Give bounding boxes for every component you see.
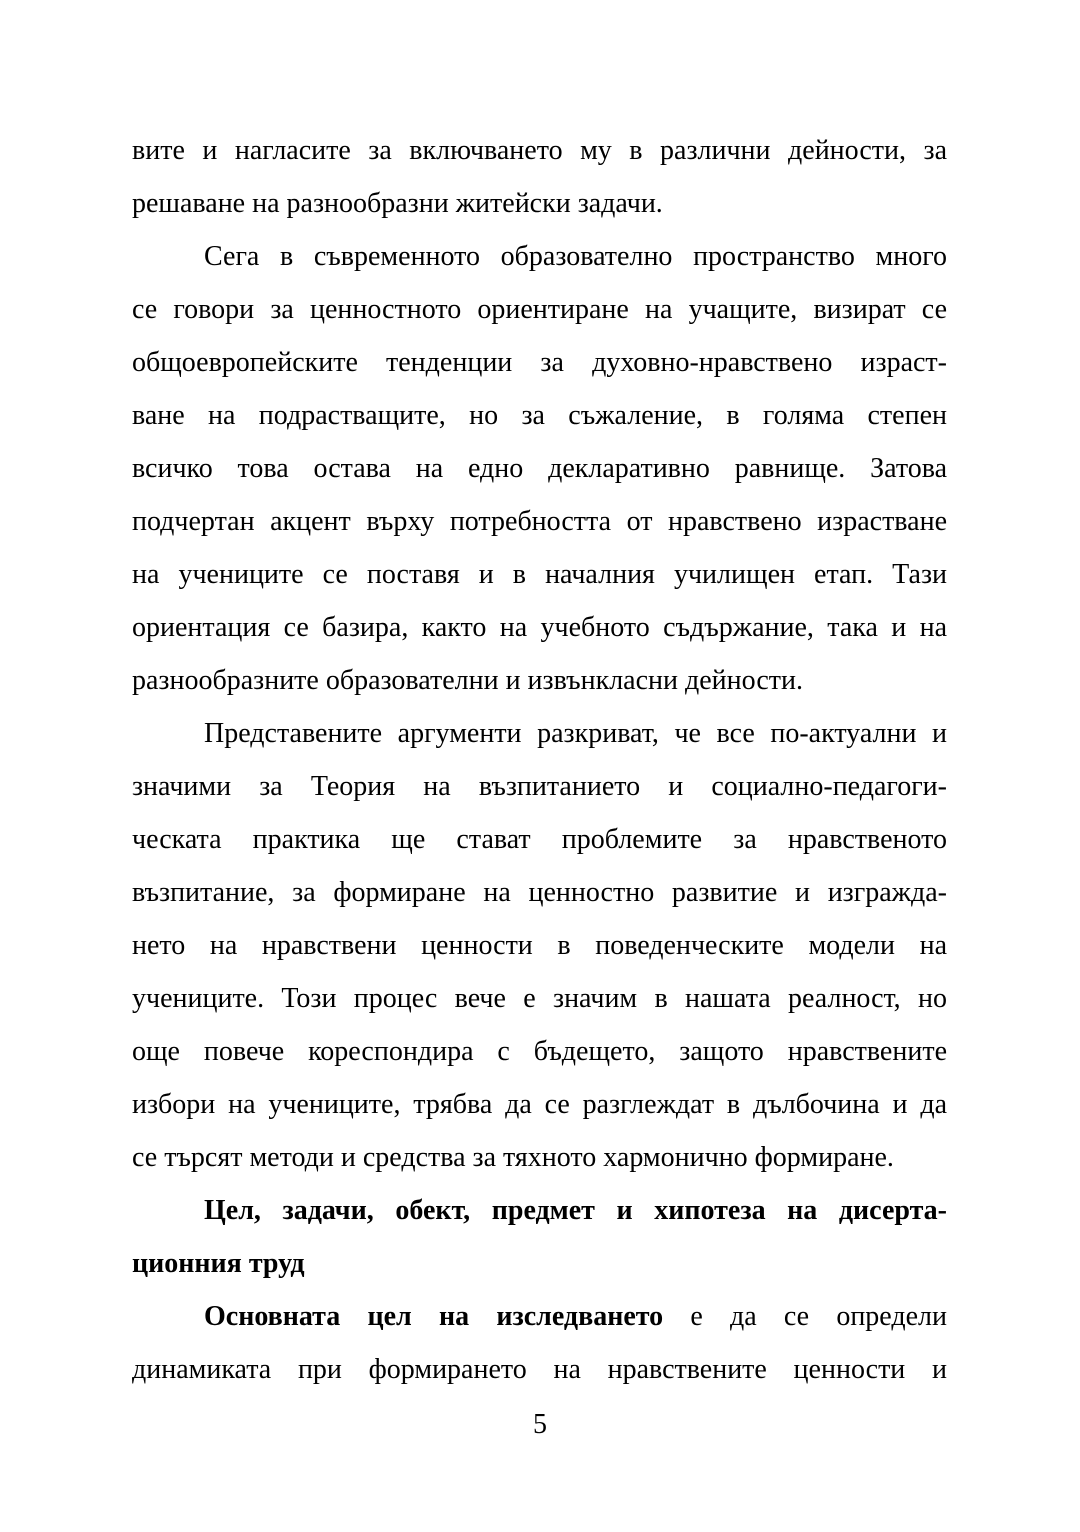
text-line: значими за Теория на възпитанието и социално-педагоги- <box>132 771 947 802</box>
text-line: се търсят методи и средства за тяхното хармонично формиране. <box>132 1142 894 1173</box>
text-line: Представените аргументи разкриват, че все по-актуални и <box>204 718 947 749</box>
text-line: вите и нагласите за включването му в различни дейности, за <box>132 135 947 166</box>
text-line: общоевропейските тенденции за духовно-нравствено израст- <box>132 347 947 378</box>
text-line: на учениците се поставя и в началния училищен етап. Тази <box>132 559 947 590</box>
text-line: още повече кореспондира с бъдещето, защото нравствените <box>132 1036 947 1067</box>
document-page <box>132 124 947 1396</box>
text-line: разнообразните образователни и извънкласни дейности. <box>132 665 803 696</box>
text-line: динамиката при формирането на нравствените ценности и <box>132 1354 947 1385</box>
text-line: ческата практика ще стават проблемите за нравственото <box>132 824 947 855</box>
text-line: възпитание, за формиране на ценностно развитие и изгражда- <box>132 877 947 908</box>
text-line: учениците. Този процес вече е значим в нашата реалност, но <box>132 983 947 1014</box>
text-line: подчертан акцент върху потребността от нравствено израстване <box>132 506 947 537</box>
page-number: 5 <box>533 1409 547 1440</box>
text-segment: е да се определи <box>663 1301 947 1332</box>
bold-phrase: Основната цел на изследването <box>204 1301 664 1332</box>
text-line: всичко това остава на едно декларативно равнище. Затова <box>132 453 947 484</box>
text-line: решаване на разнообразни житейски задачи. <box>132 188 663 219</box>
section-heading-line: ционния труд <box>132 1248 305 1279</box>
text-line: избори на учениците, трябва да се разглеждат в дълбочина и да <box>132 1089 947 1120</box>
text-line <box>132 1290 947 1343</box>
text-line: ориентация се базира, както на учебното съдържание, така и на <box>132 612 947 643</box>
text-line: се говори за ценностното ориентиране на учащите, визират се <box>132 294 947 325</box>
text-line: нето на нравствени ценности в поведенческите модели на <box>132 930 947 961</box>
text-line: ване на подрастващите, но за съжаление, в голяма степен <box>132 400 947 431</box>
section-heading-line: Цел, задачи, обект, предмет и хипотеза на дисерта- <box>204 1195 947 1226</box>
text-line: Сега в съвременното образователно пространство много <box>204 241 947 272</box>
